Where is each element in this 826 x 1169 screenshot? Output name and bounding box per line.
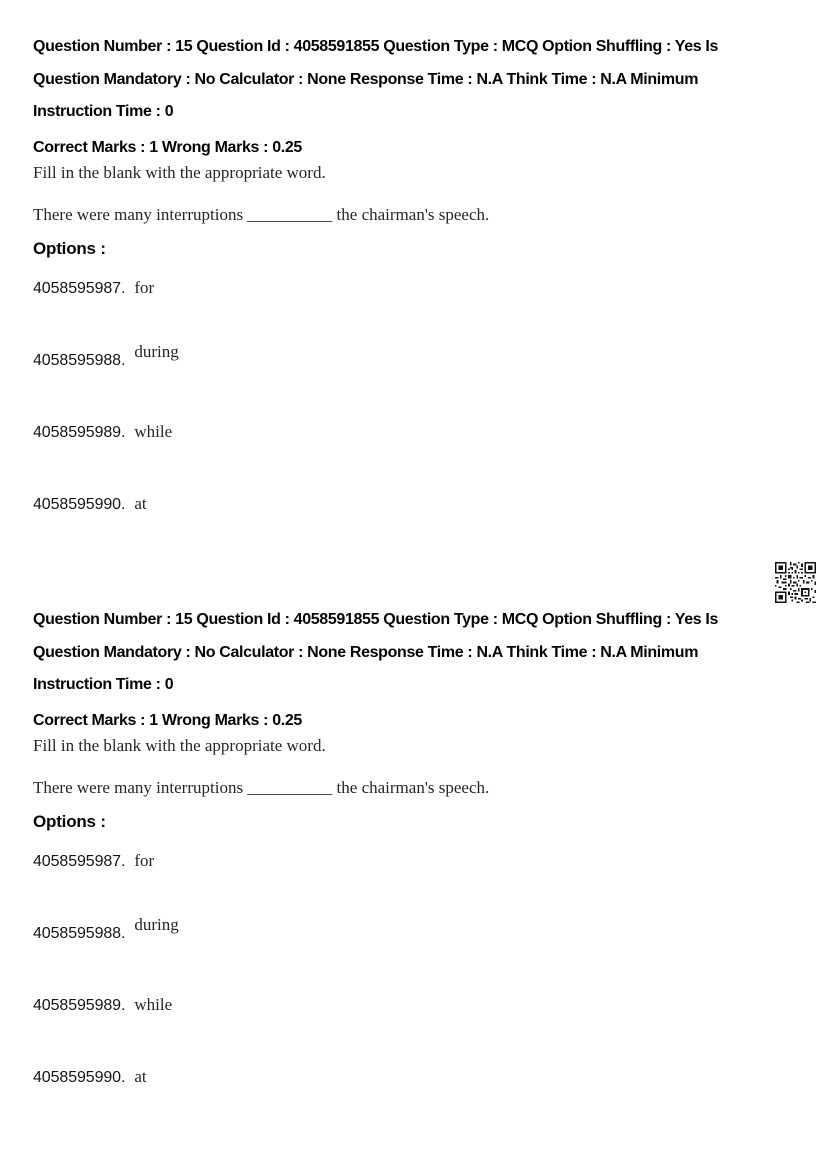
option-id: 4058595990. [33, 495, 126, 513]
meta-line-3: Instruction Time : 0 [33, 676, 174, 693]
options-list [33, 277, 816, 516]
option-row [33, 914, 816, 945]
option-label: for [134, 850, 155, 870]
marks-line: Correct Marks : 1 Wrong Marks : 0.25 [33, 711, 302, 729]
option-label: while [134, 994, 173, 1014]
option-id: 4058595987. [33, 852, 126, 870]
options-list [33, 850, 816, 1089]
option-row [33, 994, 816, 1017]
option-row [33, 850, 816, 873]
question-meta-header [33, 31, 816, 129]
meta-line-3: Instruction Time : 0 [33, 103, 174, 120]
option-label: during [134, 341, 179, 361]
option-id: 4058595990. [33, 1068, 126, 1086]
question-block-2 [33, 604, 816, 1089]
qr-code-icon [775, 562, 816, 603]
question-meta-header [33, 604, 816, 702]
question-block-1 [33, 31, 816, 516]
meta-line-1: Question Number : 15 Question Id : 4058591855 Question Type : MCQ Option Shuffling : Yes Is [33, 38, 719, 55]
meta-line-2: Question Mandatory : No Calculator : None Response Time : N.A Think Time : N.A Minimum [33, 643, 699, 661]
option-id: 4058595989. [33, 996, 126, 1014]
option-label: at [134, 1066, 147, 1086]
option-id: 4058595989. [33, 423, 126, 441]
options-label: Options : [33, 238, 106, 258]
option-row [33, 493, 816, 516]
question-instruction: Fill in the blank with the appropriate word. [33, 735, 326, 755]
meta-line-2: Question Mandatory : No Calculator : None Response Time : N.A Think Time : N.A Minimum [33, 70, 699, 88]
option-row [33, 341, 816, 372]
option-id: 4058595987. [33, 279, 126, 297]
option-label: during [134, 914, 179, 934]
marks-line: Correct Marks : 1 Wrong Marks : 0.25 [33, 138, 302, 156]
option-row [33, 421, 816, 444]
option-label: at [134, 493, 147, 513]
option-label: for [134, 277, 155, 297]
option-id: 4058595988. [33, 351, 126, 369]
options-label: Options : [33, 811, 106, 831]
question-text: There were many interruptions __________ the chairman's speech. [33, 204, 490, 224]
option-id: 4058595988. [33, 924, 126, 942]
question-text: There were many interruptions __________ the chairman's speech. [33, 777, 490, 797]
option-row [33, 277, 816, 300]
option-row [33, 1066, 816, 1089]
option-label: while [134, 421, 173, 441]
question-instruction: Fill in the blank with the appropriate word. [33, 162, 326, 182]
meta-line-1: Question Number : 15 Question Id : 4058591855 Question Type : MCQ Option Shuffling : Yes Is [33, 611, 719, 628]
